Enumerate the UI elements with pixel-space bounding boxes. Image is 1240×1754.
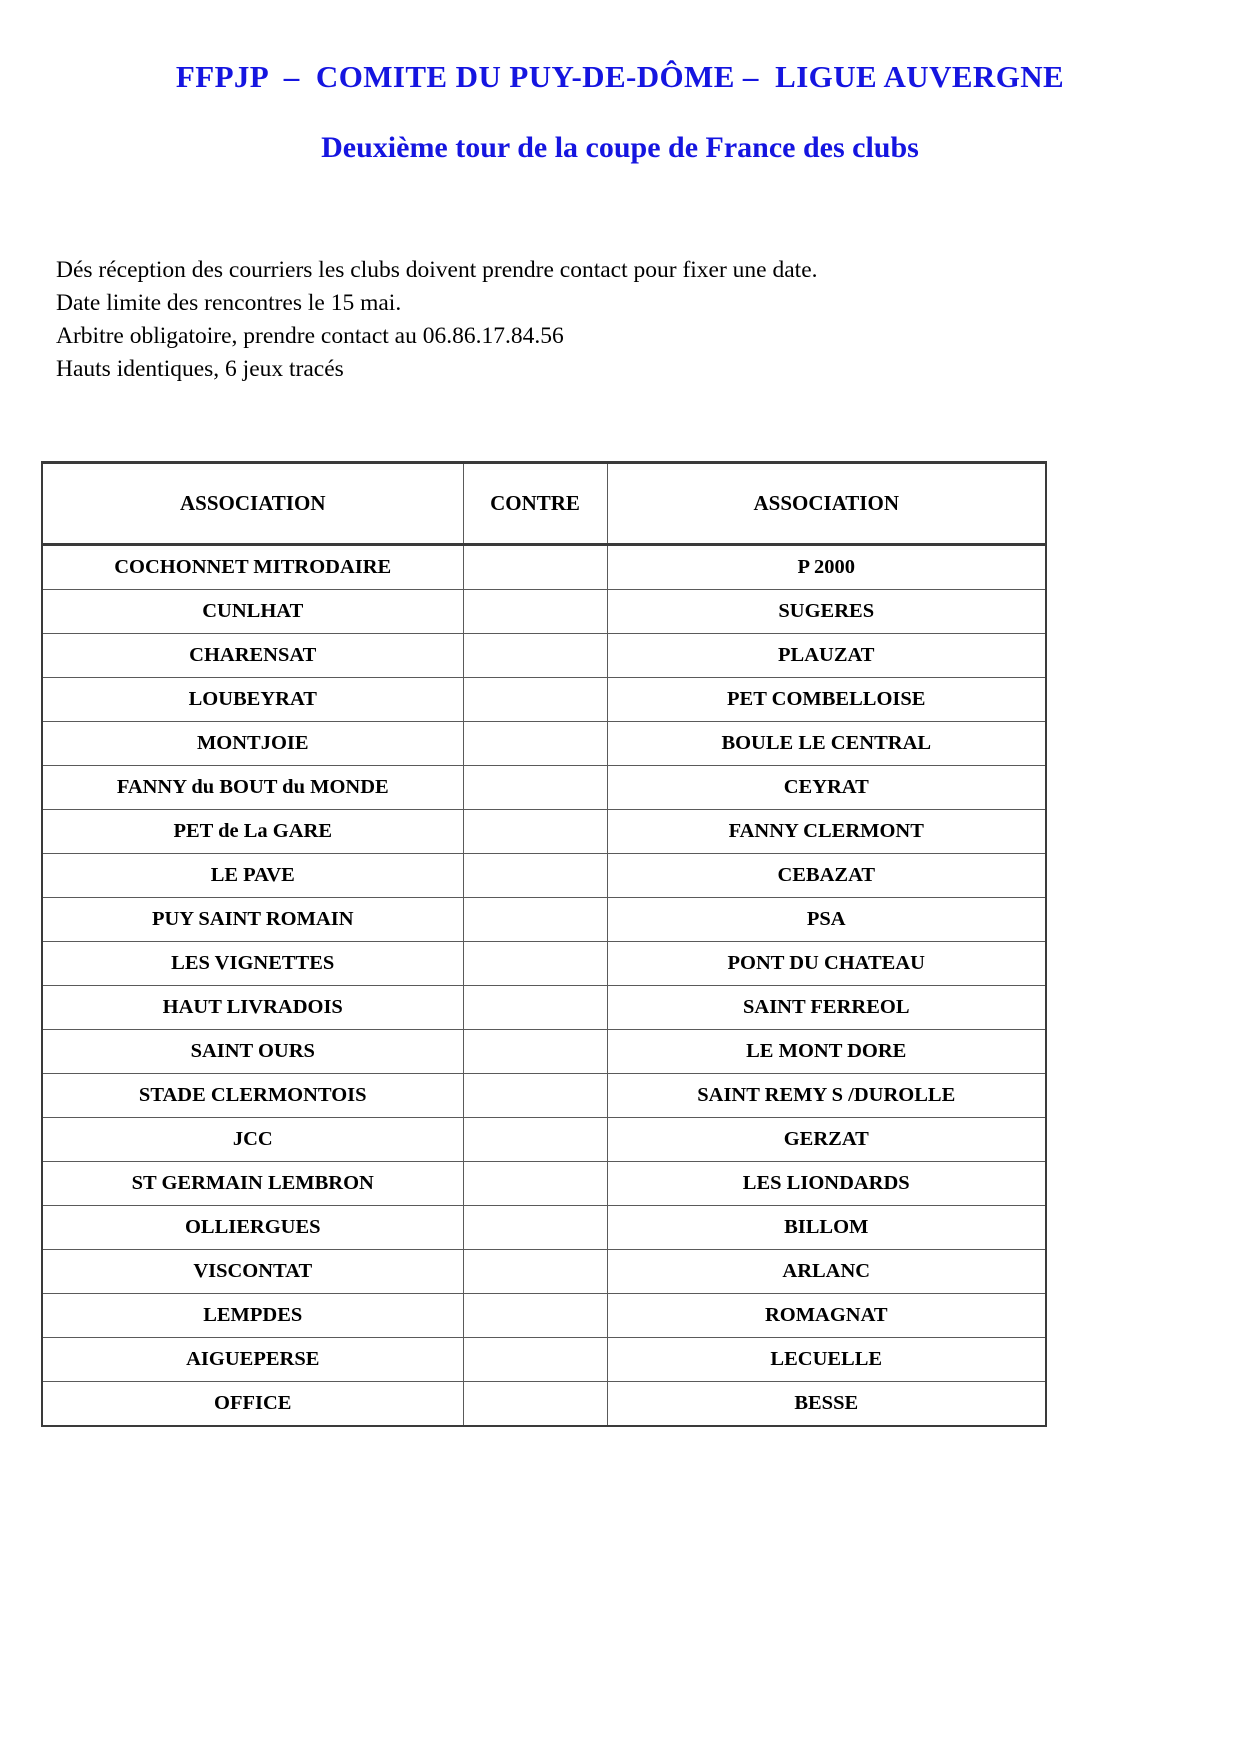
cell-away: ROMAGNAT — [607, 1294, 1046, 1338]
cell-away: P 2000 — [607, 545, 1046, 590]
cell-away: LES LIONDARDS — [607, 1162, 1046, 1206]
table-row — [42, 1030, 1046, 1074]
table-row — [42, 810, 1046, 854]
cell-score[interactable] — [463, 854, 607, 898]
cell-score[interactable] — [463, 1162, 607, 1206]
cell-away: CEYRAT — [607, 766, 1046, 810]
cell-home: OLLIERGUES — [42, 1206, 463, 1250]
cell-home: PUY SAINT ROMAIN — [42, 898, 463, 942]
table-row — [42, 986, 1046, 1030]
cell-score[interactable] — [463, 545, 607, 590]
table-row — [42, 1074, 1046, 1118]
cell-score[interactable] — [463, 986, 607, 1030]
cell-score[interactable] — [463, 1382, 607, 1427]
cell-score[interactable] — [463, 1118, 607, 1162]
table-row — [42, 634, 1046, 678]
notes-block — [0, 254, 1240, 386]
cell-away: PSA — [607, 898, 1046, 942]
matches-table — [41, 461, 1047, 1427]
cell-away: CEBAZAT — [607, 854, 1046, 898]
table-header — [42, 463, 1046, 545]
cell-home: HAUT LIVRADOIS — [42, 986, 463, 1030]
cell-away: PLAUZAT — [607, 634, 1046, 678]
note-line: Hauts identiques, 6 jeux tracés — [56, 356, 344, 383]
cell-home: LE PAVE — [42, 854, 463, 898]
table-header-row — [42, 463, 1046, 545]
cell-home: ST GERMAIN LEMBRON — [42, 1162, 463, 1206]
cell-home: VISCONTAT — [42, 1250, 463, 1294]
cell-away: SAINT REMY S /DUROLLE — [607, 1074, 1046, 1118]
cell-away: LE MONT DORE — [607, 1030, 1046, 1074]
table-row — [42, 1294, 1046, 1338]
cell-away: PET COMBELLOISE — [607, 678, 1046, 722]
page-subtitle: Deuxième tour de la coupe de France des clubs — [321, 131, 919, 165]
cell-away: LECUELLE — [607, 1338, 1046, 1382]
cell-score[interactable] — [463, 590, 607, 634]
cell-home: OFFICE — [42, 1382, 463, 1427]
cell-home: JCC — [42, 1118, 463, 1162]
cell-home: FANNY du BOUT du MONDE — [42, 766, 463, 810]
cell-score[interactable] — [463, 722, 607, 766]
cell-away: BESSE — [607, 1382, 1046, 1427]
page-title: FFPJP – COMITE DU PUY-DE-DÔME – LIGUE AUVERGNE — [175, 59, 1065, 94]
note-line: Arbitre obligatoire, prendre contact au 06.86.17.84.56 — [56, 323, 564, 350]
cell-home: SAINT OURS — [42, 1030, 463, 1074]
cell-home: LOUBEYRAT — [42, 678, 463, 722]
cell-away: SUGERES — [607, 590, 1046, 634]
table-row — [42, 545, 1046, 590]
table-row — [42, 722, 1046, 766]
column-header-home: ASSOCIATION — [42, 463, 463, 545]
cell-home: STADE CLERMONTOIS — [42, 1074, 463, 1118]
note-line: Dés réception des courriers les clubs doivent prendre contact pour fixer une date. — [56, 257, 818, 284]
cell-score[interactable] — [463, 1250, 607, 1294]
table-row — [42, 942, 1046, 986]
cell-away: PONT DU CHATEAU — [607, 942, 1046, 986]
cell-home: CHARENSAT — [42, 634, 463, 678]
table-row — [42, 678, 1046, 722]
cell-away: ARLANC — [607, 1250, 1046, 1294]
table-row — [42, 854, 1046, 898]
cell-score[interactable] — [463, 1206, 607, 1250]
cell-score[interactable] — [463, 1338, 607, 1382]
note-line: Date limite des rencontres le 15 mai. — [56, 290, 402, 317]
cell-home: LES VIGNETTES — [42, 942, 463, 986]
table-row — [42, 1162, 1046, 1206]
table-body — [42, 545, 1046, 1427]
table-row — [42, 766, 1046, 810]
table-row — [42, 1338, 1046, 1382]
cell-score[interactable] — [463, 810, 607, 854]
cell-home: LEMPDES — [42, 1294, 463, 1338]
matches-table-container — [0, 461, 1240, 1427]
cell-away: BILLOM — [607, 1206, 1046, 1250]
cell-home: CUNLHAT — [42, 590, 463, 634]
table-row — [42, 1250, 1046, 1294]
cell-away: SAINT FERREOL — [607, 986, 1046, 1030]
table-row — [42, 1118, 1046, 1162]
cell-home: PET de La GARE — [42, 810, 463, 854]
cell-score[interactable] — [463, 942, 607, 986]
cell-score[interactable] — [463, 1030, 607, 1074]
cell-score[interactable] — [463, 678, 607, 722]
cell-away: BOULE LE CENTRAL — [607, 722, 1046, 766]
cell-score[interactable] — [463, 1074, 607, 1118]
column-header-contre: CONTRE — [463, 463, 607, 545]
table-row — [42, 1382, 1046, 1427]
cell-score[interactable] — [463, 898, 607, 942]
cell-score[interactable] — [463, 766, 607, 810]
table-row — [42, 898, 1046, 942]
cell-score[interactable] — [463, 634, 607, 678]
table-row — [42, 590, 1046, 634]
cell-away: FANNY CLERMONT — [607, 810, 1046, 854]
column-header-away: ASSOCIATION — [607, 463, 1046, 545]
table-row — [42, 1206, 1046, 1250]
document-header — [0, 0, 1240, 166]
cell-home: AIGUEPERSE — [42, 1338, 463, 1382]
cell-home: COCHONNET MITRODAIRE — [42, 545, 463, 590]
cell-away: GERZAT — [607, 1118, 1046, 1162]
cell-score[interactable] — [463, 1294, 607, 1338]
cell-home: MONTJOIE — [42, 722, 463, 766]
